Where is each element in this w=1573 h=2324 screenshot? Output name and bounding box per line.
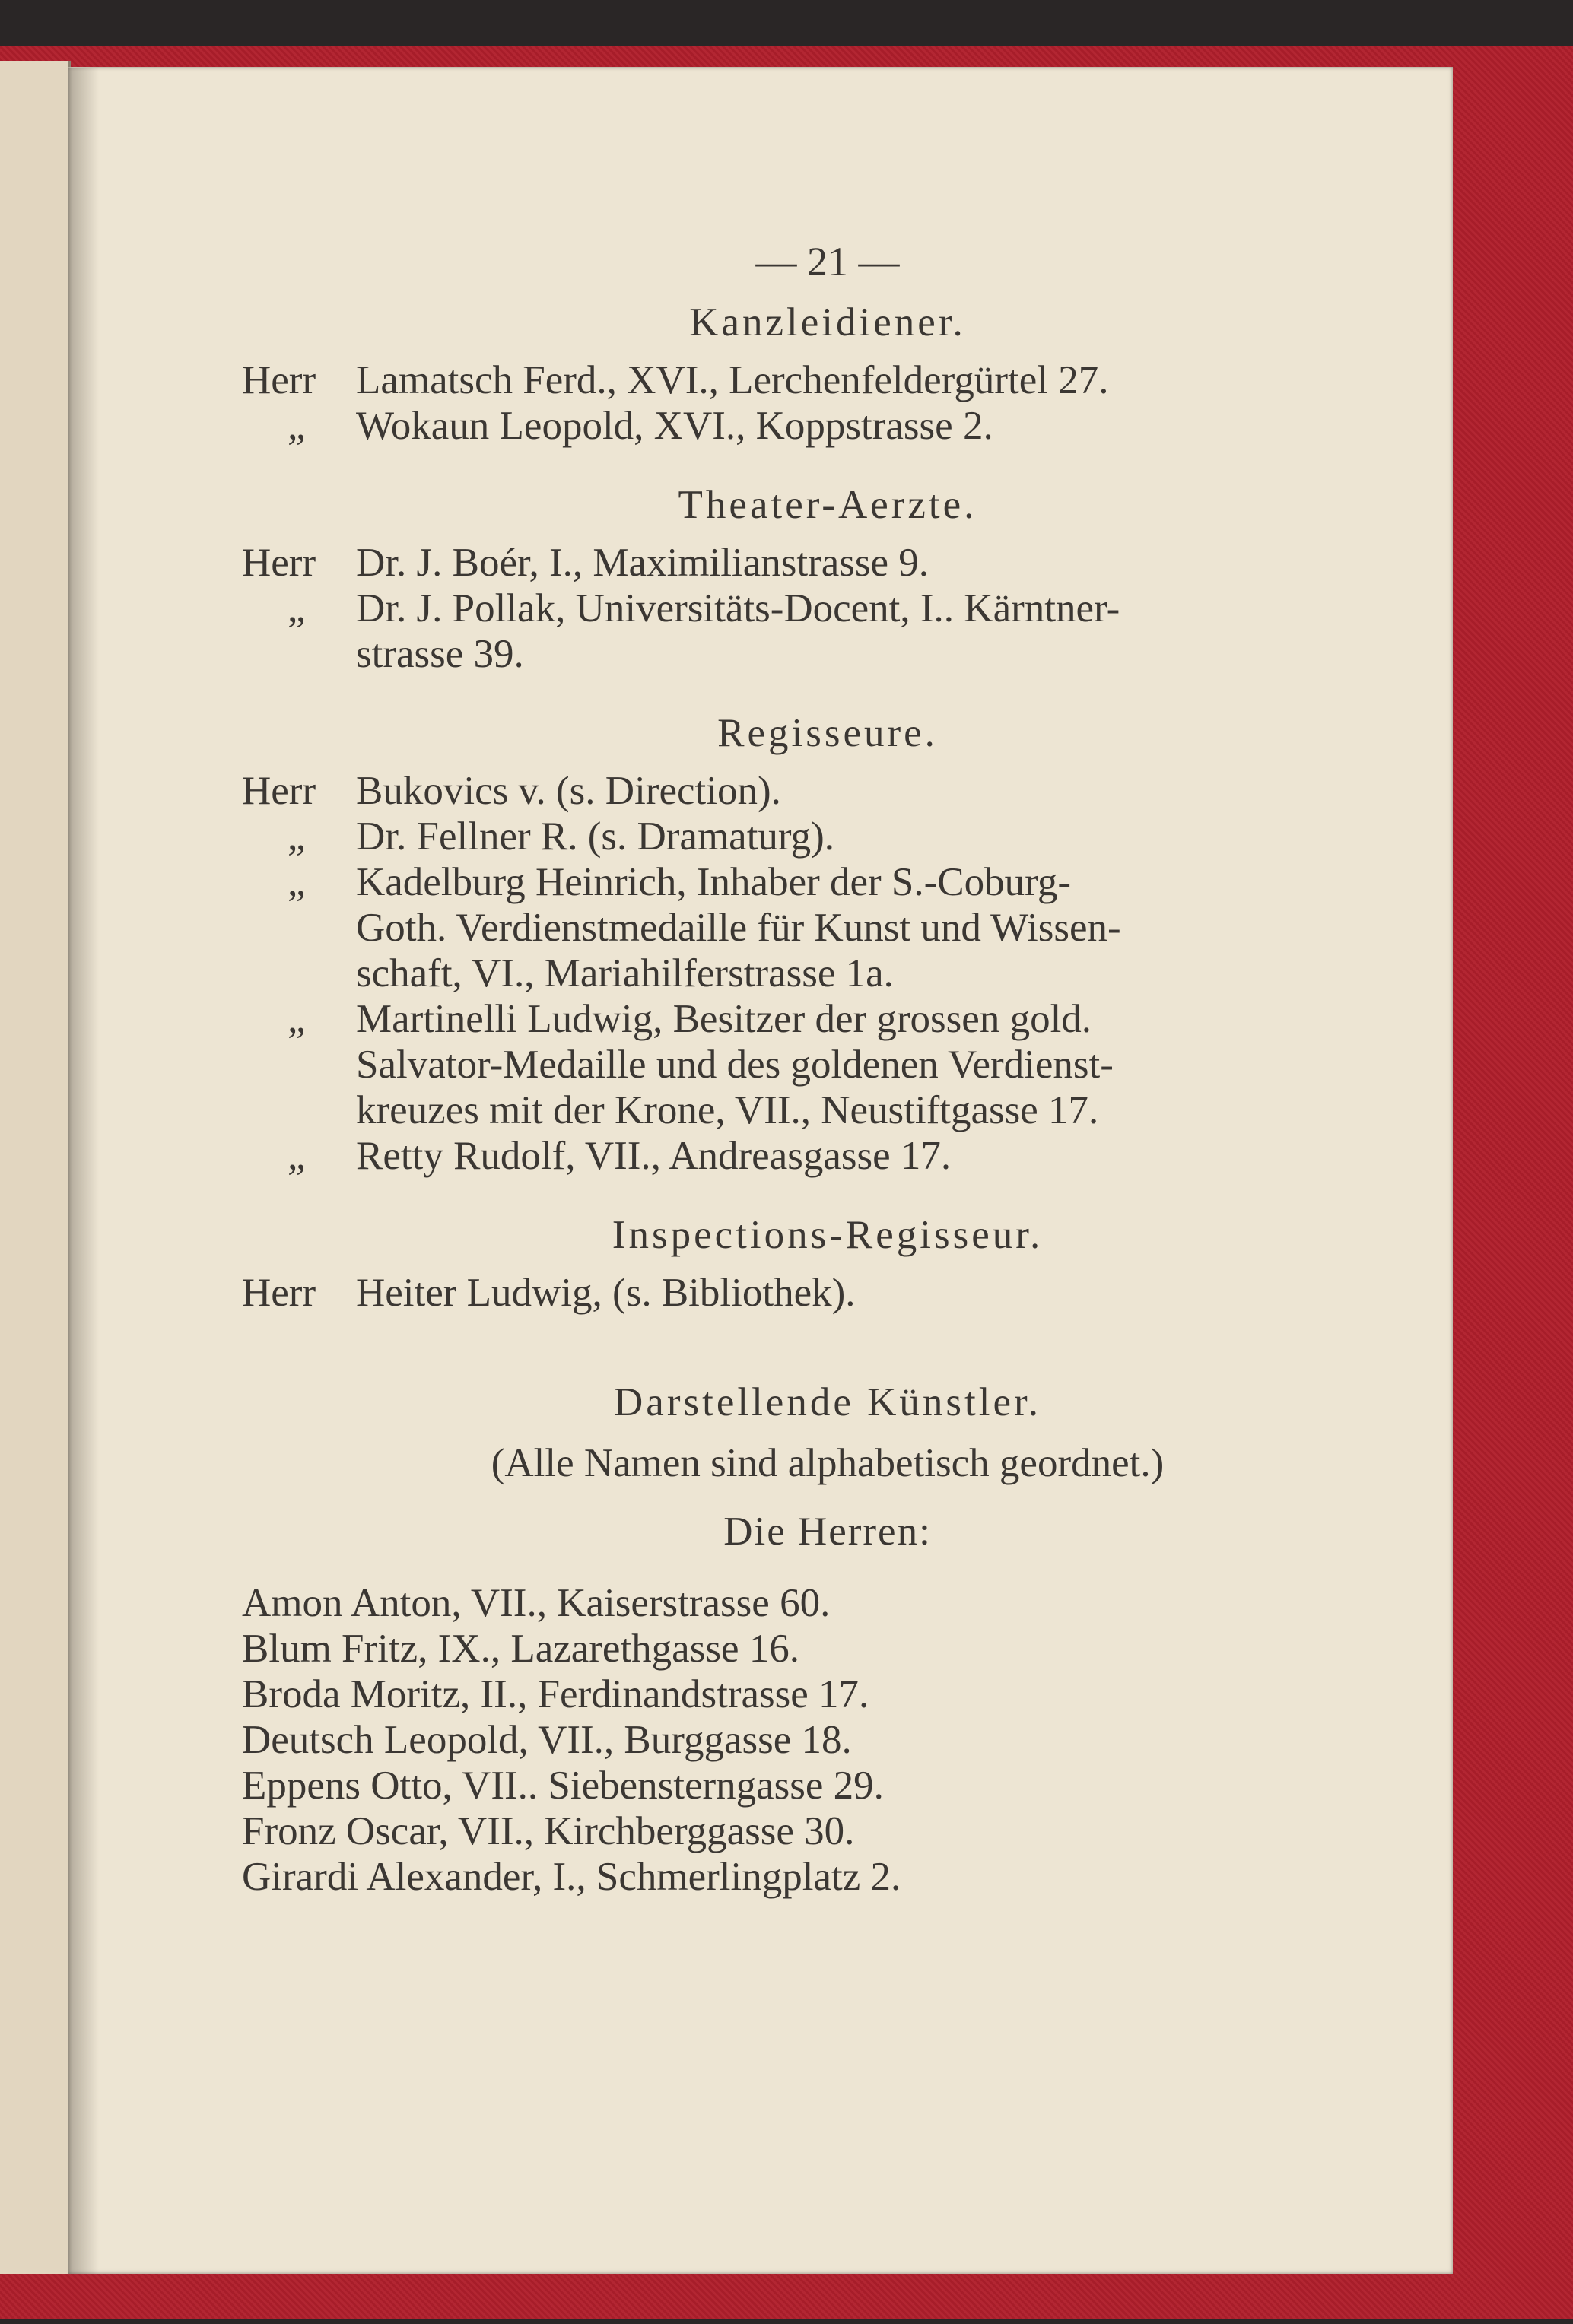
entry-line: Retty Rudolf, VII., Andreasgasse 17. bbox=[356, 1134, 952, 1178]
ditto-mark: „ bbox=[288, 860, 306, 904]
entry-line: Martinelli Ludwig, Besitzer der grossen gold. bbox=[356, 997, 1092, 1041]
subheading-die-herren: Die Herren: bbox=[723, 1510, 932, 1554]
entry-prefix: Herr bbox=[242, 358, 316, 402]
entry-line: Heiter Ludwig, (s. Bibliothek). bbox=[356, 1271, 856, 1315]
entry-bukovics bbox=[242, 768, 1368, 814]
entry-line: Dr. J. Pollak, Universitäts-Docent, I.. Kärntner- bbox=[356, 586, 1120, 630]
entry-retty bbox=[242, 1133, 1368, 1179]
book-page bbox=[68, 67, 1453, 2274]
alphabetical-note: (Alle Namen sind alphabetisch geordnet.) bbox=[491, 1441, 1165, 1485]
ditto-mark: „ bbox=[288, 404, 306, 448]
entry-line: Dr. J. Boér, I., Maximilianstrasse 9. bbox=[356, 541, 930, 585]
spine-shadow bbox=[68, 68, 99, 2274]
entry-line: Bukovics v. (s. Direction). bbox=[356, 769, 781, 813]
section-heading-inspections-regisseur: Inspections-Regisseur. bbox=[612, 1213, 1044, 1257]
entry-pollak bbox=[242, 586, 1368, 677]
entry-prefix: Herr bbox=[242, 769, 316, 813]
section-heading-kanzleidiener: Kanzleidiener. bbox=[689, 300, 966, 344]
ditto-mark: „ bbox=[288, 814, 306, 859]
entry-line: Salvator-Medaille und des goldenen Verdienst- bbox=[356, 1043, 1114, 1087]
ditto-mark: „ bbox=[288, 997, 306, 1041]
ditto-mark: „ bbox=[288, 586, 306, 630]
entry-prefix: Herr bbox=[242, 541, 316, 585]
list-item: Deutsch Leopold, VII., Burggasse 18. bbox=[242, 1718, 852, 1762]
entry-prefix: Herr bbox=[242, 1271, 316, 1315]
entry-kadelburg bbox=[242, 859, 1368, 996]
entry-line: Kadelburg Heinrich, Inhaber der S.-Coburg- bbox=[356, 860, 1071, 904]
entry-line: Lamatsch Ferd., XVI., Lerchenfeldergürtel 27. bbox=[356, 358, 1109, 402]
entry-fellner bbox=[242, 814, 1368, 859]
section-heading-regisseure: Regisseure. bbox=[717, 711, 938, 755]
entry-line: kreuzes mit der Krone, VII., Neustiftgasse 17. bbox=[356, 1088, 1099, 1132]
list-item: Eppens Otto, VII.. Siebensterngasse 29. bbox=[242, 1764, 884, 1808]
list-item: Broda Moritz, II., Ferdinandstrasse 17. bbox=[242, 1672, 869, 1716]
list-item: Amon Anton, VII., Kaiserstrasse 60. bbox=[242, 1581, 831, 1625]
list-item: Girardi Alexander, I., Schmerlingplatz 2. bbox=[242, 1855, 901, 1899]
entry-line: strasse 39. bbox=[356, 632, 524, 676]
page-content bbox=[242, 239, 1368, 1900]
entry-martinelli bbox=[242, 996, 1368, 1133]
entry-wokaun bbox=[242, 403, 1368, 449]
list-item: Blum Fritz, IX., Lazarethgasse 16. bbox=[242, 1627, 799, 1671]
section-heading-darstellende-kuenstler: Darstellende Künstler. bbox=[614, 1380, 1041, 1424]
entry-line: Wokaun Leopold, XVI., Koppstrasse 2. bbox=[356, 404, 993, 448]
entry-line: Goth. Verdienstmedaille für Kunst und Wissen- bbox=[356, 906, 1121, 950]
artist-list bbox=[242, 1580, 1368, 1900]
entry-boer bbox=[242, 540, 1368, 586]
ditto-mark: „ bbox=[288, 1134, 306, 1178]
page-number: — 21 — bbox=[755, 239, 900, 284]
section-heading-theater-aerzte: Theater-Aerzte. bbox=[678, 483, 977, 527]
entry-line: Dr. Fellner R. (s. Dramaturg). bbox=[356, 814, 835, 859]
entry-line: schaft, VI., Mariahilferstrasse 1a. bbox=[356, 951, 894, 995]
previous-page-edge bbox=[0, 61, 71, 2274]
entry-lamatsch bbox=[242, 357, 1368, 403]
list-item: Fronz Oscar, VII., Kirchberggasse 30. bbox=[242, 1809, 855, 1853]
entry-heiter bbox=[242, 1270, 1368, 1316]
